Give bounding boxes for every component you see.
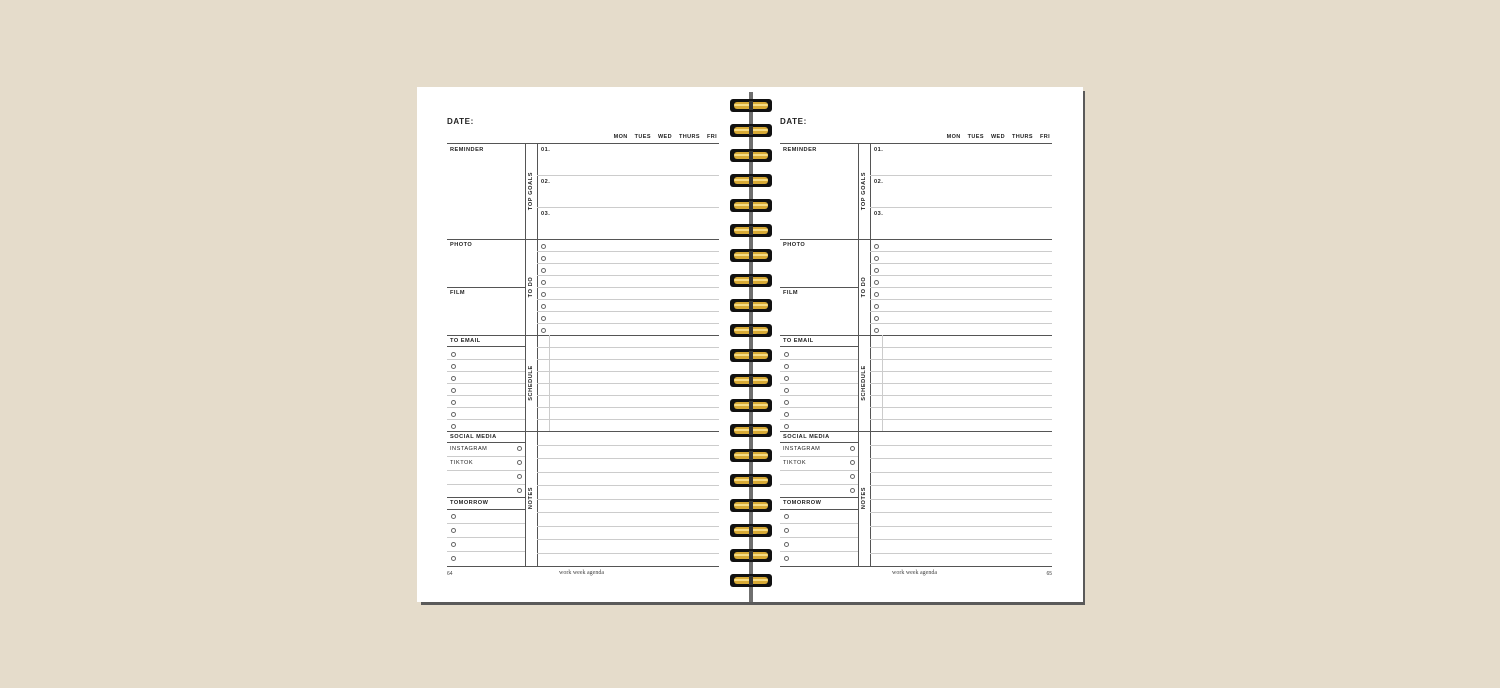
rule-line bbox=[780, 442, 858, 443]
checkbox-circle[interactable] bbox=[451, 376, 456, 381]
rule-line bbox=[537, 419, 719, 420]
checkbox-circle[interactable] bbox=[541, 316, 546, 321]
right-page bbox=[780, 87, 1052, 602]
checkbox-circle[interactable] bbox=[541, 256, 546, 261]
checkbox-circle[interactable] bbox=[451, 542, 456, 547]
rule-line bbox=[870, 526, 1052, 527]
page-number: 65 bbox=[1046, 571, 1052, 577]
spiral-ring bbox=[730, 449, 772, 462]
checkbox-circle[interactable] bbox=[784, 556, 789, 561]
checkbox-circle[interactable] bbox=[784, 542, 789, 547]
spiral-ring bbox=[730, 249, 772, 262]
weekday-thurs[interactable]: THURS bbox=[1011, 134, 1033, 140]
schedule-time-divider bbox=[882, 335, 883, 431]
checkbox-circle[interactable] bbox=[451, 514, 456, 519]
checkbox-circle[interactable] bbox=[451, 388, 456, 393]
rule-line bbox=[870, 287, 1052, 288]
weekday-row bbox=[947, 134, 1050, 140]
tiktok-label: TIKTOK bbox=[450, 460, 474, 466]
footer-title: work week agenda bbox=[892, 570, 937, 576]
schedule-label: SCHEDULE bbox=[861, 365, 867, 401]
to-email-label: TO EMAIL bbox=[783, 338, 814, 344]
weekday-wed[interactable]: WED bbox=[990, 134, 1005, 140]
weekday-tues[interactable]: TUES bbox=[967, 134, 984, 140]
checkbox-circle[interactable] bbox=[784, 400, 789, 405]
section-divider bbox=[447, 239, 719, 240]
rule-line bbox=[870, 539, 1052, 540]
rule-line bbox=[537, 371, 719, 372]
section-divider bbox=[780, 239, 1052, 240]
rule-line bbox=[447, 442, 525, 443]
film-entry[interactable] bbox=[782, 299, 856, 333]
section-divider bbox=[447, 335, 719, 336]
rule-line bbox=[870, 359, 1052, 360]
checkbox-circle[interactable] bbox=[541, 304, 546, 309]
checkbox-circle[interactable] bbox=[874, 292, 879, 297]
goal-number: 01. bbox=[541, 147, 551, 153]
top-border bbox=[780, 143, 1052, 144]
weekday-row bbox=[614, 134, 717, 140]
rule-line bbox=[447, 371, 525, 372]
column-divider bbox=[525, 143, 526, 566]
rule-line bbox=[870, 419, 1052, 420]
checkbox-circle[interactable] bbox=[850, 474, 855, 479]
checkbox-circle[interactable] bbox=[874, 316, 879, 321]
rule-line bbox=[780, 419, 858, 420]
rule-line bbox=[447, 523, 525, 524]
rule-line bbox=[780, 359, 858, 360]
rule-line bbox=[870, 371, 1052, 372]
schedule-label: SCHEDULE bbox=[528, 365, 534, 401]
date-field[interactable] bbox=[473, 115, 593, 126]
section-divider bbox=[780, 431, 1052, 432]
top-goals-label: TOP GOALS bbox=[528, 171, 534, 211]
rule-line bbox=[780, 395, 858, 396]
weekday-tues[interactable]: TUES bbox=[634, 134, 651, 140]
rule-line bbox=[537, 458, 719, 459]
checkbox-circle[interactable] bbox=[451, 424, 456, 429]
to-do-label: TO DO bbox=[528, 276, 534, 298]
schedule-time-divider bbox=[549, 335, 550, 431]
checkbox-circle[interactable] bbox=[784, 528, 789, 533]
rule-line bbox=[780, 371, 858, 372]
goal-entry[interactable] bbox=[888, 209, 1048, 237]
checkbox-circle[interactable] bbox=[874, 268, 879, 273]
rule-line bbox=[447, 497, 525, 498]
tomorrow-label: TOMORROW bbox=[783, 500, 822, 506]
weekday-wed[interactable]: WED bbox=[657, 134, 672, 140]
checkbox-circle[interactable] bbox=[517, 446, 522, 451]
photo-label: PHOTO bbox=[450, 242, 473, 248]
date-label: DATE: bbox=[447, 117, 474, 126]
rule-line bbox=[447, 359, 525, 360]
checkbox-circle[interactable] bbox=[784, 514, 789, 519]
instagram-label: INSTAGRAM bbox=[450, 446, 488, 452]
section-divider bbox=[780, 287, 858, 288]
rule-line bbox=[447, 419, 525, 420]
rule-line bbox=[447, 407, 525, 408]
checkbox-circle[interactable] bbox=[451, 400, 456, 405]
checkbox-circle[interactable] bbox=[541, 244, 546, 249]
footer-title: work week agenda bbox=[559, 570, 604, 576]
rule-line bbox=[780, 383, 858, 384]
rule-line bbox=[870, 383, 1052, 384]
film-entry[interactable] bbox=[449, 299, 523, 333]
rule-line bbox=[870, 499, 1052, 500]
rule-line bbox=[870, 263, 1052, 264]
goal-entry[interactable] bbox=[555, 209, 715, 237]
rule-line bbox=[870, 175, 1052, 176]
goal-number: 03. bbox=[874, 211, 884, 217]
rule-line bbox=[870, 512, 1052, 513]
rule-line bbox=[447, 470, 525, 471]
weekday-fri[interactable]: FRI bbox=[1039, 134, 1050, 140]
rule-line bbox=[447, 537, 525, 538]
spiral-ring bbox=[730, 499, 772, 512]
rule-line bbox=[537, 512, 719, 513]
photo-entry[interactable] bbox=[449, 251, 523, 285]
rule-line bbox=[537, 287, 719, 288]
tomorrow-label: TOMORROW bbox=[450, 500, 489, 506]
rule-line bbox=[537, 472, 719, 473]
rule-line bbox=[870, 485, 1052, 486]
spiral-ring bbox=[730, 549, 772, 562]
rule-line bbox=[537, 275, 719, 276]
rule-line bbox=[537, 359, 719, 360]
checkbox-circle[interactable] bbox=[517, 474, 522, 479]
rule-line bbox=[870, 445, 1052, 446]
checkbox-circle[interactable] bbox=[541, 328, 546, 333]
rule-line bbox=[447, 551, 525, 552]
weekday-thurs[interactable]: THURS bbox=[678, 134, 700, 140]
checkbox-circle[interactable] bbox=[541, 292, 546, 297]
rule-line bbox=[870, 395, 1052, 396]
rule-line bbox=[537, 323, 719, 324]
rule-line bbox=[447, 456, 525, 457]
rule-line bbox=[870, 458, 1052, 459]
rule-line bbox=[870, 553, 1052, 554]
checkbox-circle[interactable] bbox=[874, 328, 879, 333]
top-border bbox=[447, 143, 719, 144]
section-divider bbox=[780, 335, 1052, 336]
checkbox-circle[interactable] bbox=[451, 528, 456, 533]
rule-line bbox=[780, 456, 858, 457]
checkbox-circle[interactable] bbox=[874, 256, 879, 261]
rule-line bbox=[537, 553, 719, 554]
rule-line bbox=[870, 207, 1052, 208]
reminder-label: REMINDER bbox=[783, 147, 817, 153]
to-do-label: TO DO bbox=[861, 276, 867, 298]
spiral-ring bbox=[730, 149, 772, 162]
rule-line bbox=[537, 485, 719, 486]
film-label: FILM bbox=[783, 290, 799, 296]
checkbox-circle[interactable] bbox=[541, 268, 546, 273]
spiral-ring bbox=[730, 299, 772, 312]
rule-line bbox=[537, 383, 719, 384]
film-label: FILM bbox=[450, 290, 466, 296]
rule-line bbox=[447, 509, 525, 510]
social-media-label: SOCIAL MEDIA bbox=[450, 434, 497, 440]
spiral-ring bbox=[730, 424, 772, 437]
spiral-ring bbox=[730, 399, 772, 412]
rule-line bbox=[447, 383, 525, 384]
section-divider bbox=[447, 287, 525, 288]
instagram-label: INSTAGRAM bbox=[783, 446, 821, 452]
goal-number: 01. bbox=[874, 147, 884, 153]
weekday-mon[interactable]: MON bbox=[946, 134, 961, 140]
checkbox-circle[interactable] bbox=[451, 556, 456, 561]
rule-line bbox=[780, 470, 858, 471]
checkbox-circle[interactable] bbox=[874, 304, 879, 309]
rule-line bbox=[537, 395, 719, 396]
checkbox-circle[interactable] bbox=[784, 412, 789, 417]
checkbox-circle[interactable] bbox=[784, 376, 789, 381]
checkbox-circle[interactable] bbox=[850, 488, 855, 493]
to-email-label: TO EMAIL bbox=[450, 338, 481, 344]
rule-line bbox=[780, 484, 858, 485]
checkbox-circle[interactable] bbox=[784, 424, 789, 429]
left-page bbox=[447, 87, 719, 602]
rule-line bbox=[780, 537, 858, 538]
checkbox-circle[interactable] bbox=[874, 280, 879, 285]
spiral-ring bbox=[730, 349, 772, 362]
reminder-label: REMINDER bbox=[450, 147, 484, 153]
column-divider bbox=[858, 143, 859, 566]
checkbox-circle[interactable] bbox=[784, 364, 789, 369]
goal-number: 03. bbox=[541, 211, 551, 217]
date-label: DATE: bbox=[780, 117, 807, 126]
notes-label: NOTES bbox=[861, 486, 867, 510]
rule-line bbox=[537, 347, 719, 348]
section-divider bbox=[447, 431, 719, 432]
rule-line bbox=[780, 497, 858, 498]
goal-entry[interactable] bbox=[555, 177, 715, 205]
rule-line bbox=[537, 311, 719, 312]
page-number: 64 bbox=[447, 571, 453, 577]
rule-line bbox=[780, 407, 858, 408]
rule-line bbox=[537, 539, 719, 540]
spiral-ring bbox=[730, 524, 772, 537]
checkbox-circle[interactable] bbox=[874, 244, 879, 249]
rule-line bbox=[870, 299, 1052, 300]
rule-line bbox=[780, 346, 858, 347]
social-media-label: SOCIAL MEDIA bbox=[783, 434, 830, 440]
spiral-ring bbox=[730, 574, 772, 587]
rule-line bbox=[537, 407, 719, 408]
photo-entry[interactable] bbox=[782, 251, 856, 285]
rule-line bbox=[537, 263, 719, 264]
goal-entry[interactable] bbox=[888, 177, 1048, 205]
spiral-ring bbox=[730, 374, 772, 387]
goal-number: 02. bbox=[541, 179, 551, 185]
checkbox-circle[interactable] bbox=[451, 352, 456, 357]
rule-line bbox=[537, 445, 719, 446]
checkbox-circle[interactable] bbox=[451, 412, 456, 417]
spiral-ring bbox=[730, 224, 772, 237]
rule-line bbox=[447, 484, 525, 485]
rule-line bbox=[780, 523, 858, 524]
rule-line bbox=[870, 251, 1052, 252]
rule-line bbox=[537, 299, 719, 300]
checkbox-circle[interactable] bbox=[784, 388, 789, 393]
checkbox-circle[interactable] bbox=[517, 488, 522, 493]
rule-line bbox=[870, 311, 1052, 312]
checkbox-circle[interactable] bbox=[451, 364, 456, 369]
rule-line bbox=[870, 407, 1052, 408]
spiral-ring bbox=[730, 124, 772, 137]
rule-line bbox=[537, 251, 719, 252]
top-goals-label: TOP GOALS bbox=[861, 171, 867, 211]
rule-line bbox=[447, 346, 525, 347]
rule-line bbox=[537, 175, 719, 176]
checkbox-circle[interactable] bbox=[541, 280, 546, 285]
checkbox-circle[interactable] bbox=[850, 446, 855, 451]
spiral-ring bbox=[730, 199, 772, 212]
rule-line bbox=[537, 499, 719, 500]
bottom-border bbox=[447, 566, 719, 567]
photo-label: PHOTO bbox=[783, 242, 806, 248]
rule-line bbox=[537, 526, 719, 527]
checkbox-circle[interactable] bbox=[517, 460, 522, 465]
spiral-ring bbox=[730, 274, 772, 287]
checkbox-circle[interactable] bbox=[784, 352, 789, 357]
spiral-ring bbox=[730, 99, 772, 112]
goal-number: 02. bbox=[874, 179, 884, 185]
rule-line bbox=[870, 323, 1052, 324]
goal-entry[interactable] bbox=[555, 145, 715, 173]
rule-line bbox=[870, 347, 1052, 348]
rule-line bbox=[870, 472, 1052, 473]
date-field[interactable] bbox=[806, 115, 926, 126]
bottom-border bbox=[780, 566, 1052, 567]
rule-line bbox=[537, 207, 719, 208]
goal-entry[interactable] bbox=[888, 145, 1048, 173]
weekday-mon[interactable]: MON bbox=[613, 134, 628, 140]
rule-line bbox=[870, 275, 1052, 276]
rule-line bbox=[780, 551, 858, 552]
weekday-fri[interactable]: FRI bbox=[706, 134, 717, 140]
rule-line bbox=[447, 395, 525, 396]
tiktok-label: TIKTOK bbox=[783, 460, 807, 466]
spiral-ring bbox=[730, 324, 772, 337]
spiral-ring bbox=[730, 174, 772, 187]
notes-label: NOTES bbox=[528, 486, 534, 510]
rule-line bbox=[780, 509, 858, 510]
checkbox-circle[interactable] bbox=[850, 460, 855, 465]
spiral-ring bbox=[730, 474, 772, 487]
